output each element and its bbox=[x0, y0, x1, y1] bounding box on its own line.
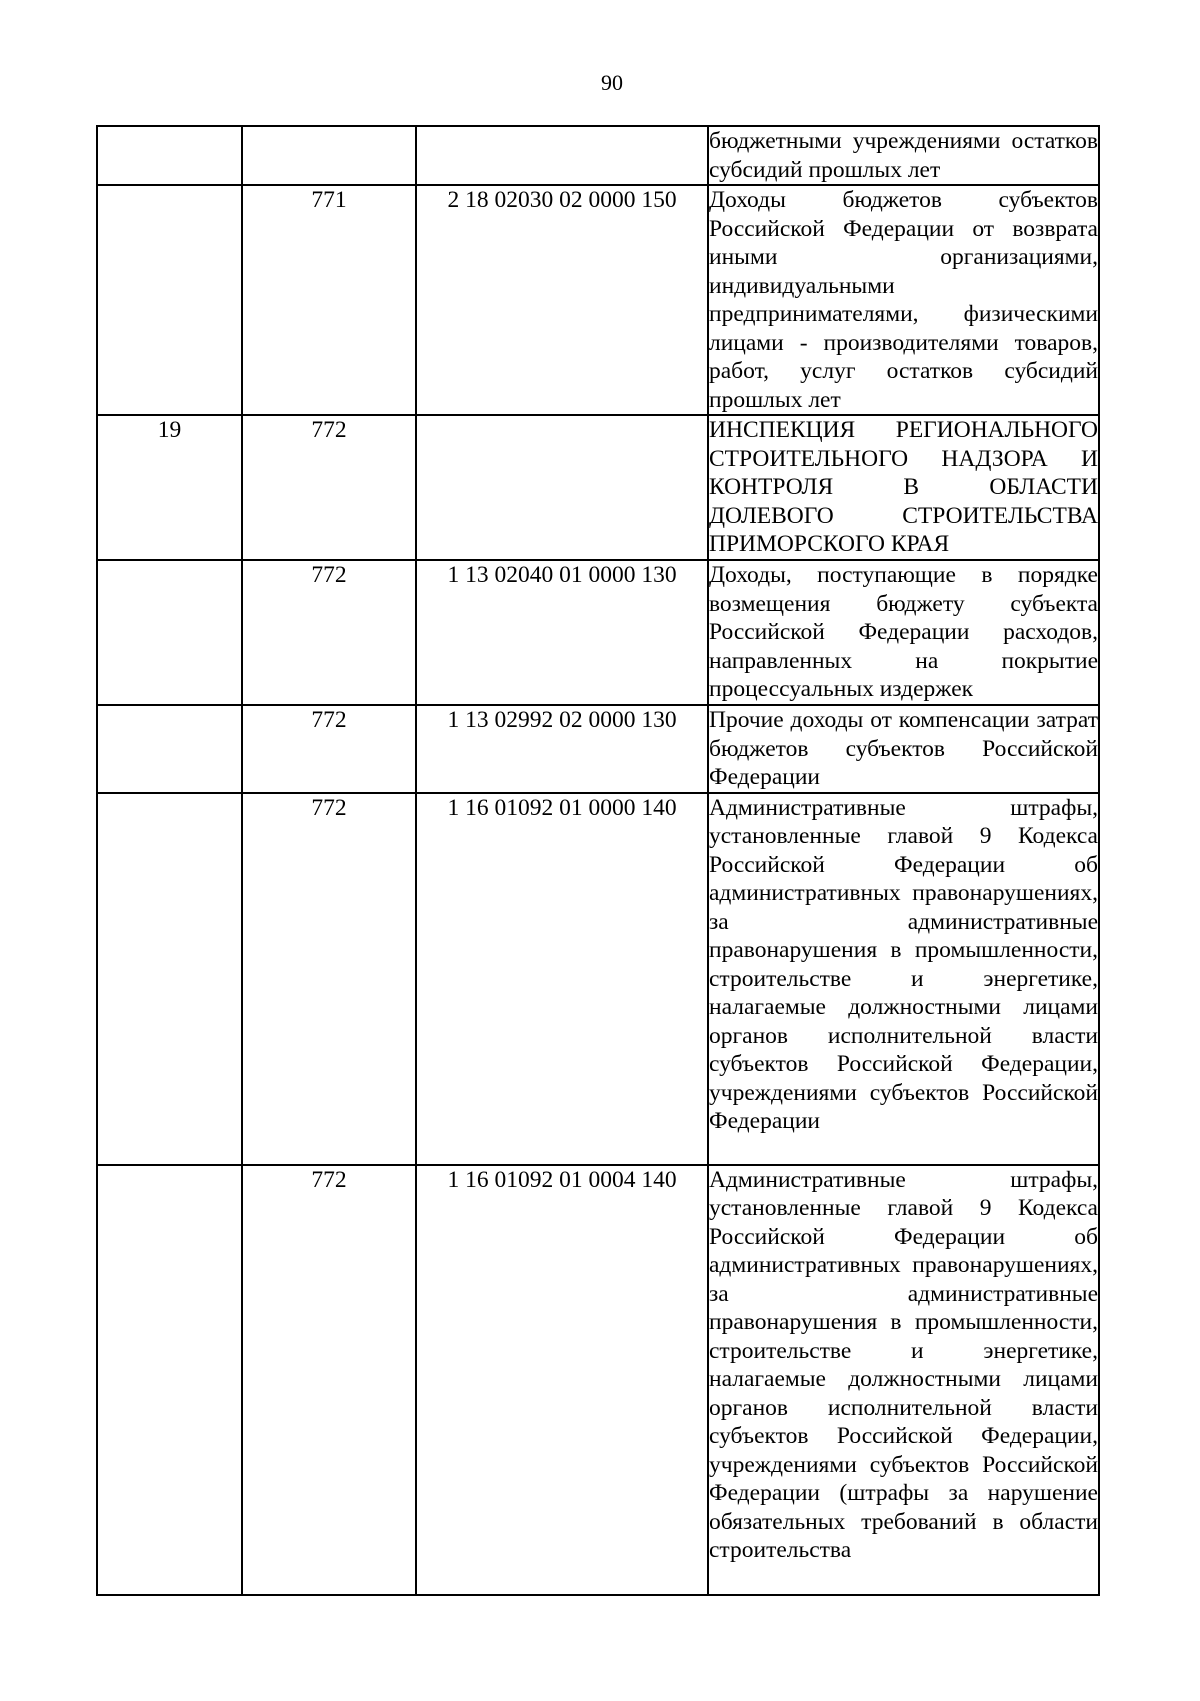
administrator-code-cell: 772 bbox=[242, 793, 416, 1165]
description-cell: ИНСПЕКЦИЯ РЕГИОНАЛЬНОГО СТРОИТЕЛЬНОГО НАДЗОРА И КОНТРОЛЯ В ОБЛАСТИ ДОЛЕВОГО СТРОИТЕЛЬСТВА ПРИМОРСКОГО КРАЯ bbox=[708, 415, 1099, 560]
table-row bbox=[97, 185, 1099, 415]
administrator-code-cell: 772 bbox=[242, 705, 416, 793]
administrator-code-cell: 772 bbox=[242, 560, 416, 705]
budget-code-cell: 1 13 02040 01 0000 130 bbox=[416, 560, 708, 705]
table-row bbox=[97, 415, 1099, 560]
description-cell: Доходы бюджетов субъектов Российской Федерации от возврата иными организациями, индивидуальными предпринимателями, физическими лицами - производителями товаров, работ, услуг остатков субсидий прошлых лет bbox=[708, 185, 1099, 415]
description-cell: Административные штрафы, установленные главой 9 Кодекса Российской Федерации об административных правонарушениях, за административные правонарушения в промышленности, строительстве и энергетике, налагаемые должностными лицами органов исполнительной власти субъектов Российской Федерации, учреждениями субъектов Российской Федерации bbox=[708, 793, 1099, 1165]
administrator-code-cell bbox=[242, 126, 416, 185]
description-cell: Прочие доходы от компенсации затрат бюджетов субъектов Российской Федерации bbox=[708, 705, 1099, 793]
table-row bbox=[97, 793, 1099, 1165]
budget-classification-table bbox=[96, 125, 1100, 1596]
row-number-cell bbox=[97, 705, 242, 793]
row-number-cell bbox=[97, 560, 242, 705]
page-number: 90 bbox=[601, 70, 623, 95]
description-cell: Административные штрафы, установленные главой 9 Кодекса Российской Федерации об административных правонарушениях, за административные правонарушения в промышленности, строительстве и энергетике, налагаемые должностными лицами органов исполнительной власти субъектов Российской Федерации, учреждениями субъектов Российской Федерации (штрафы за нарушение обязательных требований в области строительства bbox=[708, 1165, 1099, 1595]
row-number-cell: 19 bbox=[97, 415, 242, 560]
budget-code-cell: 1 16 01092 01 0004 140 bbox=[416, 1165, 708, 1595]
budget-code-cell: 2 18 02030 02 0000 150 bbox=[416, 185, 708, 415]
administrator-code-cell: 772 bbox=[242, 1165, 416, 1595]
budget-code-cell bbox=[416, 415, 708, 560]
row-number-cell bbox=[97, 126, 242, 185]
description-cell: Доходы, поступающие в порядке возмещения бюджету субъекта Российской Федерации расходов, направленных на покрытие процессуальных издержек bbox=[708, 560, 1099, 705]
budget-code-cell bbox=[416, 126, 708, 185]
administrator-code-cell: 772 bbox=[242, 415, 416, 560]
table-row bbox=[97, 1165, 1099, 1595]
row-number-cell bbox=[97, 793, 242, 1165]
row-number-cell bbox=[97, 185, 242, 415]
row-number-cell bbox=[97, 1165, 242, 1595]
administrator-code-cell: 771 bbox=[242, 185, 416, 415]
table-row bbox=[97, 560, 1099, 705]
description-cell: бюджетными учреждениями остатков субсидий прошлых лет bbox=[708, 126, 1099, 185]
table-row bbox=[97, 126, 1099, 185]
budget-code-cell: 1 13 02992 02 0000 130 bbox=[416, 705, 708, 793]
table-row bbox=[97, 705, 1099, 793]
budget-code-cell: 1 16 01092 01 0000 140 bbox=[416, 793, 708, 1165]
